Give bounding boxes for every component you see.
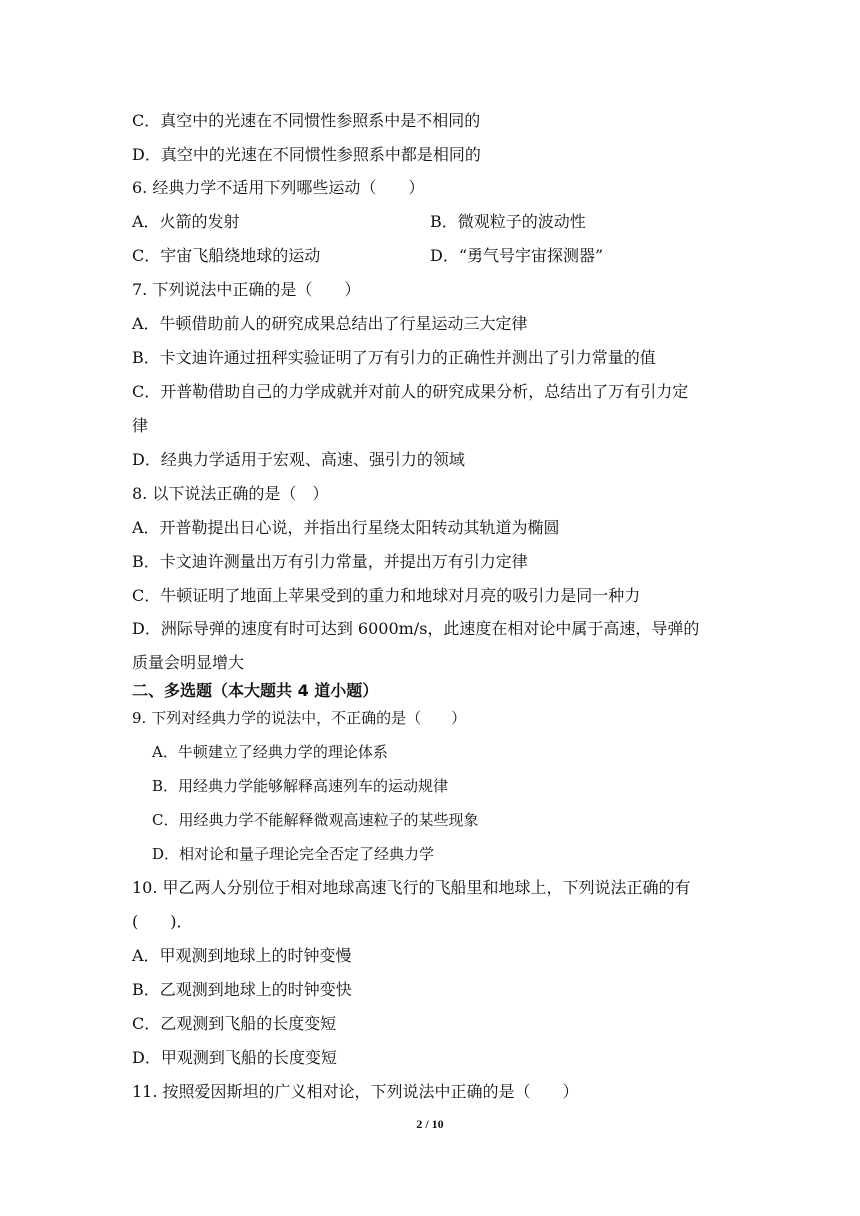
q7-option-a: A．牛顿借助前人的研究成果总结出了行星运动三大定律 — [132, 314, 528, 333]
q7-option-b: B．卡文迪许通过扭秤实验证明了万有引力的正确性并测出了引力常量的值 — [132, 348, 656, 367]
q6-option-c: C．宇宙飞船绕地球的运动 — [132, 246, 321, 265]
section-heading: 二、多选题（本大题共 4 道小题） — [132, 681, 379, 700]
q7-option-d: D．经典力学适用于宏观、高速、强引力的领域 — [132, 450, 465, 469]
q10-option-d: D．甲观测到飞船的长度变短 — [132, 1048, 337, 1067]
q8-stem: 8. 以下说法正确的是（ ） — [132, 484, 329, 503]
q11-stem: 11. 按照爱因斯坦的广义相对论，下列说法中正确的是（ ） — [132, 1082, 579, 1101]
q5-option-d: D．真空中的光速在不同惯性参照系中都是相同的 — [132, 145, 481, 164]
q8-option-d-cont: 质量会明显增大 — [132, 653, 245, 672]
q6-stem: 6. 经典力学不适用下列哪些运动（ ） — [132, 178, 425, 197]
q6-option-d: D．“勇气号宇宙探测器” — [430, 246, 604, 265]
q9-option-a: A．牛顿建立了经典力学的理论体系 — [152, 743, 388, 761]
q9-option-b: B．用经典力学能够解释高速列车的运动规律 — [152, 777, 449, 795]
q7-stem: 7. 下列说法中正确的是（ ） — [132, 280, 361, 299]
q10-stem: 10. 甲乙两人分别位于相对地球高速飞行的飞船里和地球上，下列说法正确的有 — [132, 878, 691, 897]
page-number: 2 / 10 — [416, 1117, 444, 1131]
q10-stem-cont: ( )． — [132, 912, 193, 931]
q10-option-c: C．乙观测到飞船的长度变短 — [132, 1014, 337, 1033]
q6-option-b: B．微观粒子的波动性 — [430, 212, 586, 231]
q7-option-c: C．开普勒借助自己的力学成就并对前人的研究成果分析，总结出了万有引力定 — [132, 382, 689, 401]
q9-stem: 9. 下列对经典力学的说法中，不正确的是（ ） — [132, 709, 467, 727]
q9-option-c: C．用经典力学不能解释微观高速粒子的某些现象 — [152, 811, 479, 829]
q7-option-c-cont: 律 — [132, 416, 149, 435]
q6-option-a: A．火箭的发射 — [132, 212, 240, 231]
q9-option-d: D．相对论和量子理论完全否定了经典力学 — [152, 845, 435, 863]
q10-option-a: A．甲观测到地球上的时钟变慢 — [132, 946, 352, 965]
q5-option-c: C．真空中的光速在不同惯性参照系中是不相同的 — [132, 111, 481, 130]
q8-option-a: A．开普勒提出日心说，并指出行星绕太阳转动其轨道为椭圆 — [132, 518, 560, 537]
q8-option-c: C．牛顿证明了地面上苹果受到的重力和地球对月亮的吸引力是同一种力 — [132, 586, 641, 605]
q8-option-d: D．洲际导弹的速度有时可达到 6000m/s，此速度在相对论中属于高速，导弹的 — [132, 619, 700, 638]
q8-option-b: B．卡文迪许测量出万有引力常量，并提出万有引力定律 — [132, 552, 528, 571]
q10-option-b: B．乙观测到地球上的时钟变快 — [132, 980, 352, 999]
